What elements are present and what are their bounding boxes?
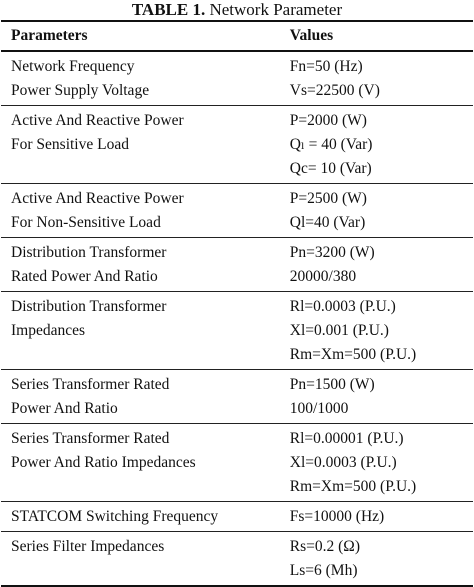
parameter-cell xyxy=(1,184,280,238)
value-text: Pn=1500 (W) xyxy=(289,376,375,393)
table-row xyxy=(1,238,473,292)
value-cell xyxy=(280,370,473,424)
value-text: Xl=0.0003 (P.U.) xyxy=(289,454,397,471)
parameter-cell xyxy=(1,424,280,502)
parameter-cell xyxy=(1,370,280,424)
value-text: Pn=3200 (W) xyxy=(289,244,375,261)
parameter-text: Series Transformer Rated xyxy=(11,430,170,447)
table-row xyxy=(1,51,473,106)
value-text: P=2500 (W) xyxy=(289,190,367,207)
value-cell xyxy=(280,292,473,370)
parameter-cell xyxy=(1,238,280,292)
value-text: Fs=10000 (Hz) xyxy=(289,508,385,525)
value-text: Rs=0.2 (Ω) xyxy=(289,538,360,555)
parameter-cell xyxy=(1,532,280,587)
value-text: Fn=50 (Hz) xyxy=(289,58,363,75)
table-body xyxy=(1,51,473,586)
value-text: Rm=Xm=500 (P.U.) xyxy=(289,478,417,495)
caption-title: Network Parameter xyxy=(205,0,343,19)
value-text: Rl=0.0003 (P.U.) xyxy=(289,298,396,315)
parameter-text: Distribution Transformer xyxy=(11,244,167,261)
parameter-cell xyxy=(1,106,280,184)
value-cell xyxy=(280,502,473,532)
table-row xyxy=(1,502,473,532)
parameter-text: Network Frequency xyxy=(11,58,135,75)
parameter-text: Rated Power And Ratio xyxy=(11,268,158,285)
value-text: Vs=22500 (V) xyxy=(289,82,380,99)
value-text: Rm=Xm=500 (P.U.) xyxy=(289,346,417,363)
parameter-cell xyxy=(1,292,280,370)
table-row xyxy=(1,370,473,424)
parameter-text: STATCOM Switching Frequency xyxy=(11,508,219,525)
value-cell xyxy=(280,424,473,502)
header-row xyxy=(1,21,473,51)
parameter-text: Power And Ratio xyxy=(11,400,118,417)
table-row xyxy=(1,424,473,502)
parameter-cell xyxy=(1,51,280,106)
table-caption xyxy=(0,0,474,22)
network-parameter-table xyxy=(1,20,473,587)
parameter-text: Distribution Transformer xyxy=(11,298,167,315)
parameter-text: For Sensitive Load xyxy=(11,136,129,153)
value-cell xyxy=(280,51,473,106)
value-text: P=2000 (W) xyxy=(289,112,367,129)
value-text: 20000/380 xyxy=(289,268,357,285)
table-row xyxy=(1,532,473,587)
table-row xyxy=(1,184,473,238)
parameter-text: Series Filter Impedances xyxy=(11,538,165,555)
parameter-text: Series Transformer Rated xyxy=(11,376,170,393)
value-text: Xl=0.001 (P.U.) xyxy=(289,322,389,339)
header-values: Values xyxy=(280,21,473,51)
header-parameters: Parameters xyxy=(1,21,280,51)
value-cell xyxy=(280,532,473,587)
value-text: Qₗ = 40 (Var) xyxy=(289,136,373,153)
caption-label: TABLE 1. xyxy=(131,0,206,19)
value-text: Ql=40 (Var) xyxy=(289,214,366,231)
table-row xyxy=(1,106,473,184)
parameter-text: Power And Ratio Impedances xyxy=(11,454,196,471)
parameter-text: Active And Reactive Power xyxy=(11,190,184,207)
value-cell xyxy=(280,106,473,184)
parameter-text: Active And Reactive Power xyxy=(11,112,184,129)
parameter-text: Impedances xyxy=(11,322,86,339)
value-text: Rl=0.00001 (P.U.) xyxy=(289,430,404,447)
value-cell xyxy=(280,184,473,238)
parameter-cell xyxy=(1,502,280,532)
value-cell xyxy=(280,238,473,292)
parameter-text: For Non-Sensitive Load xyxy=(11,214,161,231)
parameter-text: Power Supply Voltage xyxy=(11,82,150,99)
table-row xyxy=(1,292,473,370)
value-text: 100/1000 xyxy=(289,400,349,417)
value-text: Qc= 10 (Var) xyxy=(289,160,372,177)
value-text: Ls=6 (Mh) xyxy=(289,562,358,579)
